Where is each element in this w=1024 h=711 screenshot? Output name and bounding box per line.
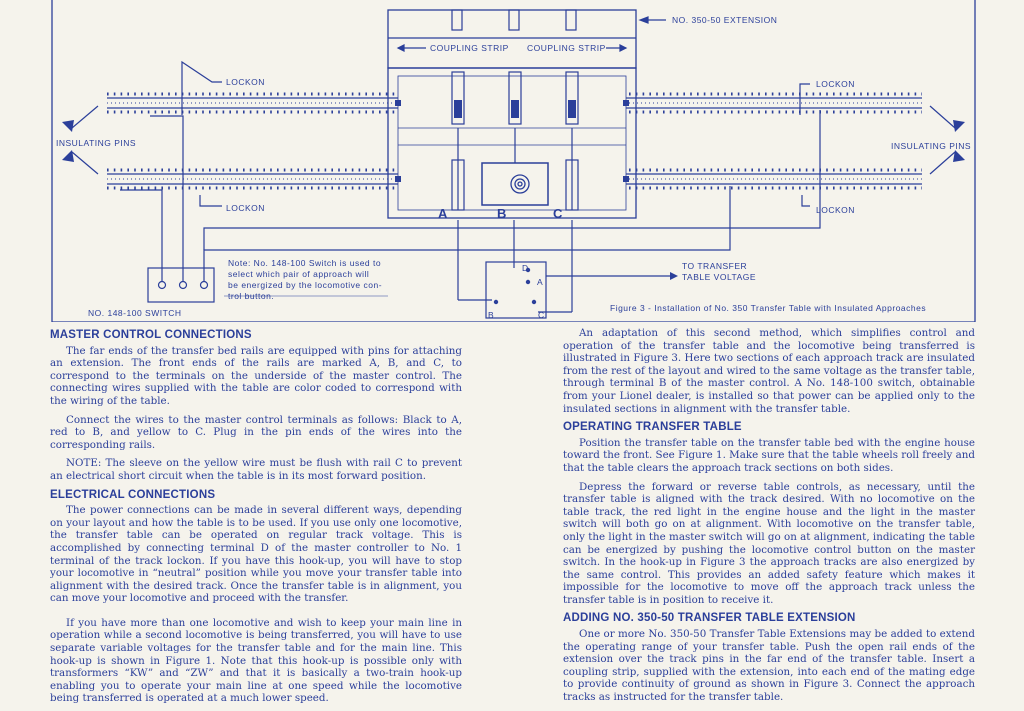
terminal-a-label: A xyxy=(537,277,544,287)
rail-c-label: C xyxy=(553,206,563,221)
lockon-label-top-right: LOCKON xyxy=(816,79,855,89)
master-control-heading: MASTER CONTROL CONNECTIONS xyxy=(50,329,252,341)
operating-paragraph-1: Position the transfer table on the transfer table bed with the engine house toward the front. See Figure 1. Make sure that the table wheels roll freely and that the table clears the approach track sections on both sides. xyxy=(563,436,975,474)
rail-b-label: B xyxy=(497,206,507,221)
operating-paragraph-2: Depress the forward or reverse table controls, as necessary, until the transfer table is aligned with the track desired. With no locomotive on the table track, the red light in the engine house and the light in the master switch will both go on at alignment. With locomotive on the transfer table, only the light in the master switch will go on at alignment, indicating the table can be energized by pushing the locomotive control button on the master switch. In the hook-up in Figure 3 the approach tracks are also energized by the same control. This provides an added safety feature which makes it impossible for the locomotive to move off the approach track unless the transfer table is in position to receive it. xyxy=(563,480,975,606)
wiring-diagram-figure-3 xyxy=(0,0,1024,322)
voltage-label-line-2: TABLE VOLTAGE xyxy=(682,272,757,282)
adding-extension-paragraph: One or more No. 350-50 Transfer Table Extensions may be added to extend the operating range of your transfer table. Push the open rail ends of the extension over the track pins in the far end of the transfer table. Insert a coupling strip, supplied with the extension, into each end of the mating edge to provide continuity of ground as shown in Figure 3. Connect the approach tracks as instructed for the transfer table. xyxy=(563,628,975,704)
insulating-pins-label-left: INSULATING PINS xyxy=(56,138,137,148)
insulating-pins-label-right: INSULATING PINS xyxy=(891,141,972,151)
master-control-paragraph-1: The far ends of the transfer bed rails are equipped with pins for attaching an extension. The front ends of the rails are marked A, B, and C, to correspond to the terminals on the underside of the master control. The connecting wires supplied with the table are color coded to correspond with the wiring of the table. xyxy=(50,344,462,407)
voltage-label-line-1: TO TRANSFER xyxy=(682,261,748,271)
left-text-column xyxy=(50,327,462,711)
master-control-note: NOTE: The sleeve on the yellow wire must be flush with rail C to prevent an electrical short circuit when the table is in its most forward position. xyxy=(50,457,462,482)
coupling-strip-label-left: COUPLING STRIP xyxy=(430,43,509,53)
right-text-column xyxy=(563,327,975,710)
operating-transfer-table-heading: OPERATING TRANSFER TABLE xyxy=(563,421,742,434)
adaptation-paragraph: An adaptation of this second method, which simplifies control and operation of the transfer table and the locomotive being transferred is illustrated in Figure 3. Here two sections of each approach track are insulated from the rest of the layout and wired to the same voltage as the transfer table, through terminal B of the master control. A No. 148-100 switch, obtainable from your Lionel dealer, is installed so that power can be applied only to the insulated sections in alignment with the transfer table. xyxy=(563,327,975,415)
adding-extension-heading: ADDING NO. 350-50 TRANSFER TABLE EXTENSION xyxy=(563,612,856,625)
extension-label: NO. 350-50 EXTENSION xyxy=(672,15,778,25)
master-control-paragraph-2: Connect the wires to the master control terminals as follows: Black to A, red to B, and yellow to C. Plug in the pin ends of the wires into the corresponding rails. xyxy=(50,413,462,451)
terminal-c-label: C xyxy=(538,310,545,320)
switch-label: NO. 148-100 SWITCH xyxy=(88,308,182,318)
switch-note-line-1: Note: No. 148-100 Switch is used to xyxy=(228,258,382,268)
switch-note-line-3: be energized by the locomotive con- xyxy=(228,280,383,290)
terminal-d-label: D xyxy=(522,263,529,273)
electrical-connections-heading: ELECTRICAL CONNECTIONS xyxy=(50,488,216,501)
switch-note-line-2: select which pair of approach will xyxy=(228,269,370,279)
lockon-label-bottom-right: LOCKON xyxy=(816,205,855,215)
lockon-label-bottom-left: LOCKON xyxy=(226,203,265,213)
switch-note-line-4: trol button. xyxy=(228,291,275,301)
electrical-paragraph-1: The power connections can be made in several different ways, depending on your layout and how the table is to be used. If you use only one locomotive, the transfer table can be operated on regular track voltage. This is accomplished by connecting terminal D of the master controller to No. 1 terminal of the track lockon. If you have this hook-up, you will have to stop your locomotive in “neutral” position while you move your transfer table into alignment with the desired track. Once the transfer table is in alignment, you can move your locomotive and proceed with the transfer. xyxy=(50,504,462,605)
rail-a-label: A xyxy=(438,206,448,221)
electrical-paragraph-2: If you have more than one locomotive and wish to keep your main line in operation while a second locomotive is being transferred, you will have to use separate variable voltages for the transfer table and for the main line. This hook-up is shown in Figure 1. Note that this hook-up is possible only with transformers “KW” and “ZW” and that it is basically a two-train hook-up enabling you to operate your main line at one speed while the locomotive being transferred is operated at a much lower speed. xyxy=(50,616,462,705)
lockon-label-top-left: LOCKON xyxy=(226,77,265,87)
figure-caption: Figure 3 - Installation of No. 350 Transfer Table with Insulated Approaches xyxy=(610,303,927,313)
coupling-strip-label-right: COUPLING STRIP xyxy=(527,43,606,53)
terminal-b-label: B xyxy=(488,310,495,320)
